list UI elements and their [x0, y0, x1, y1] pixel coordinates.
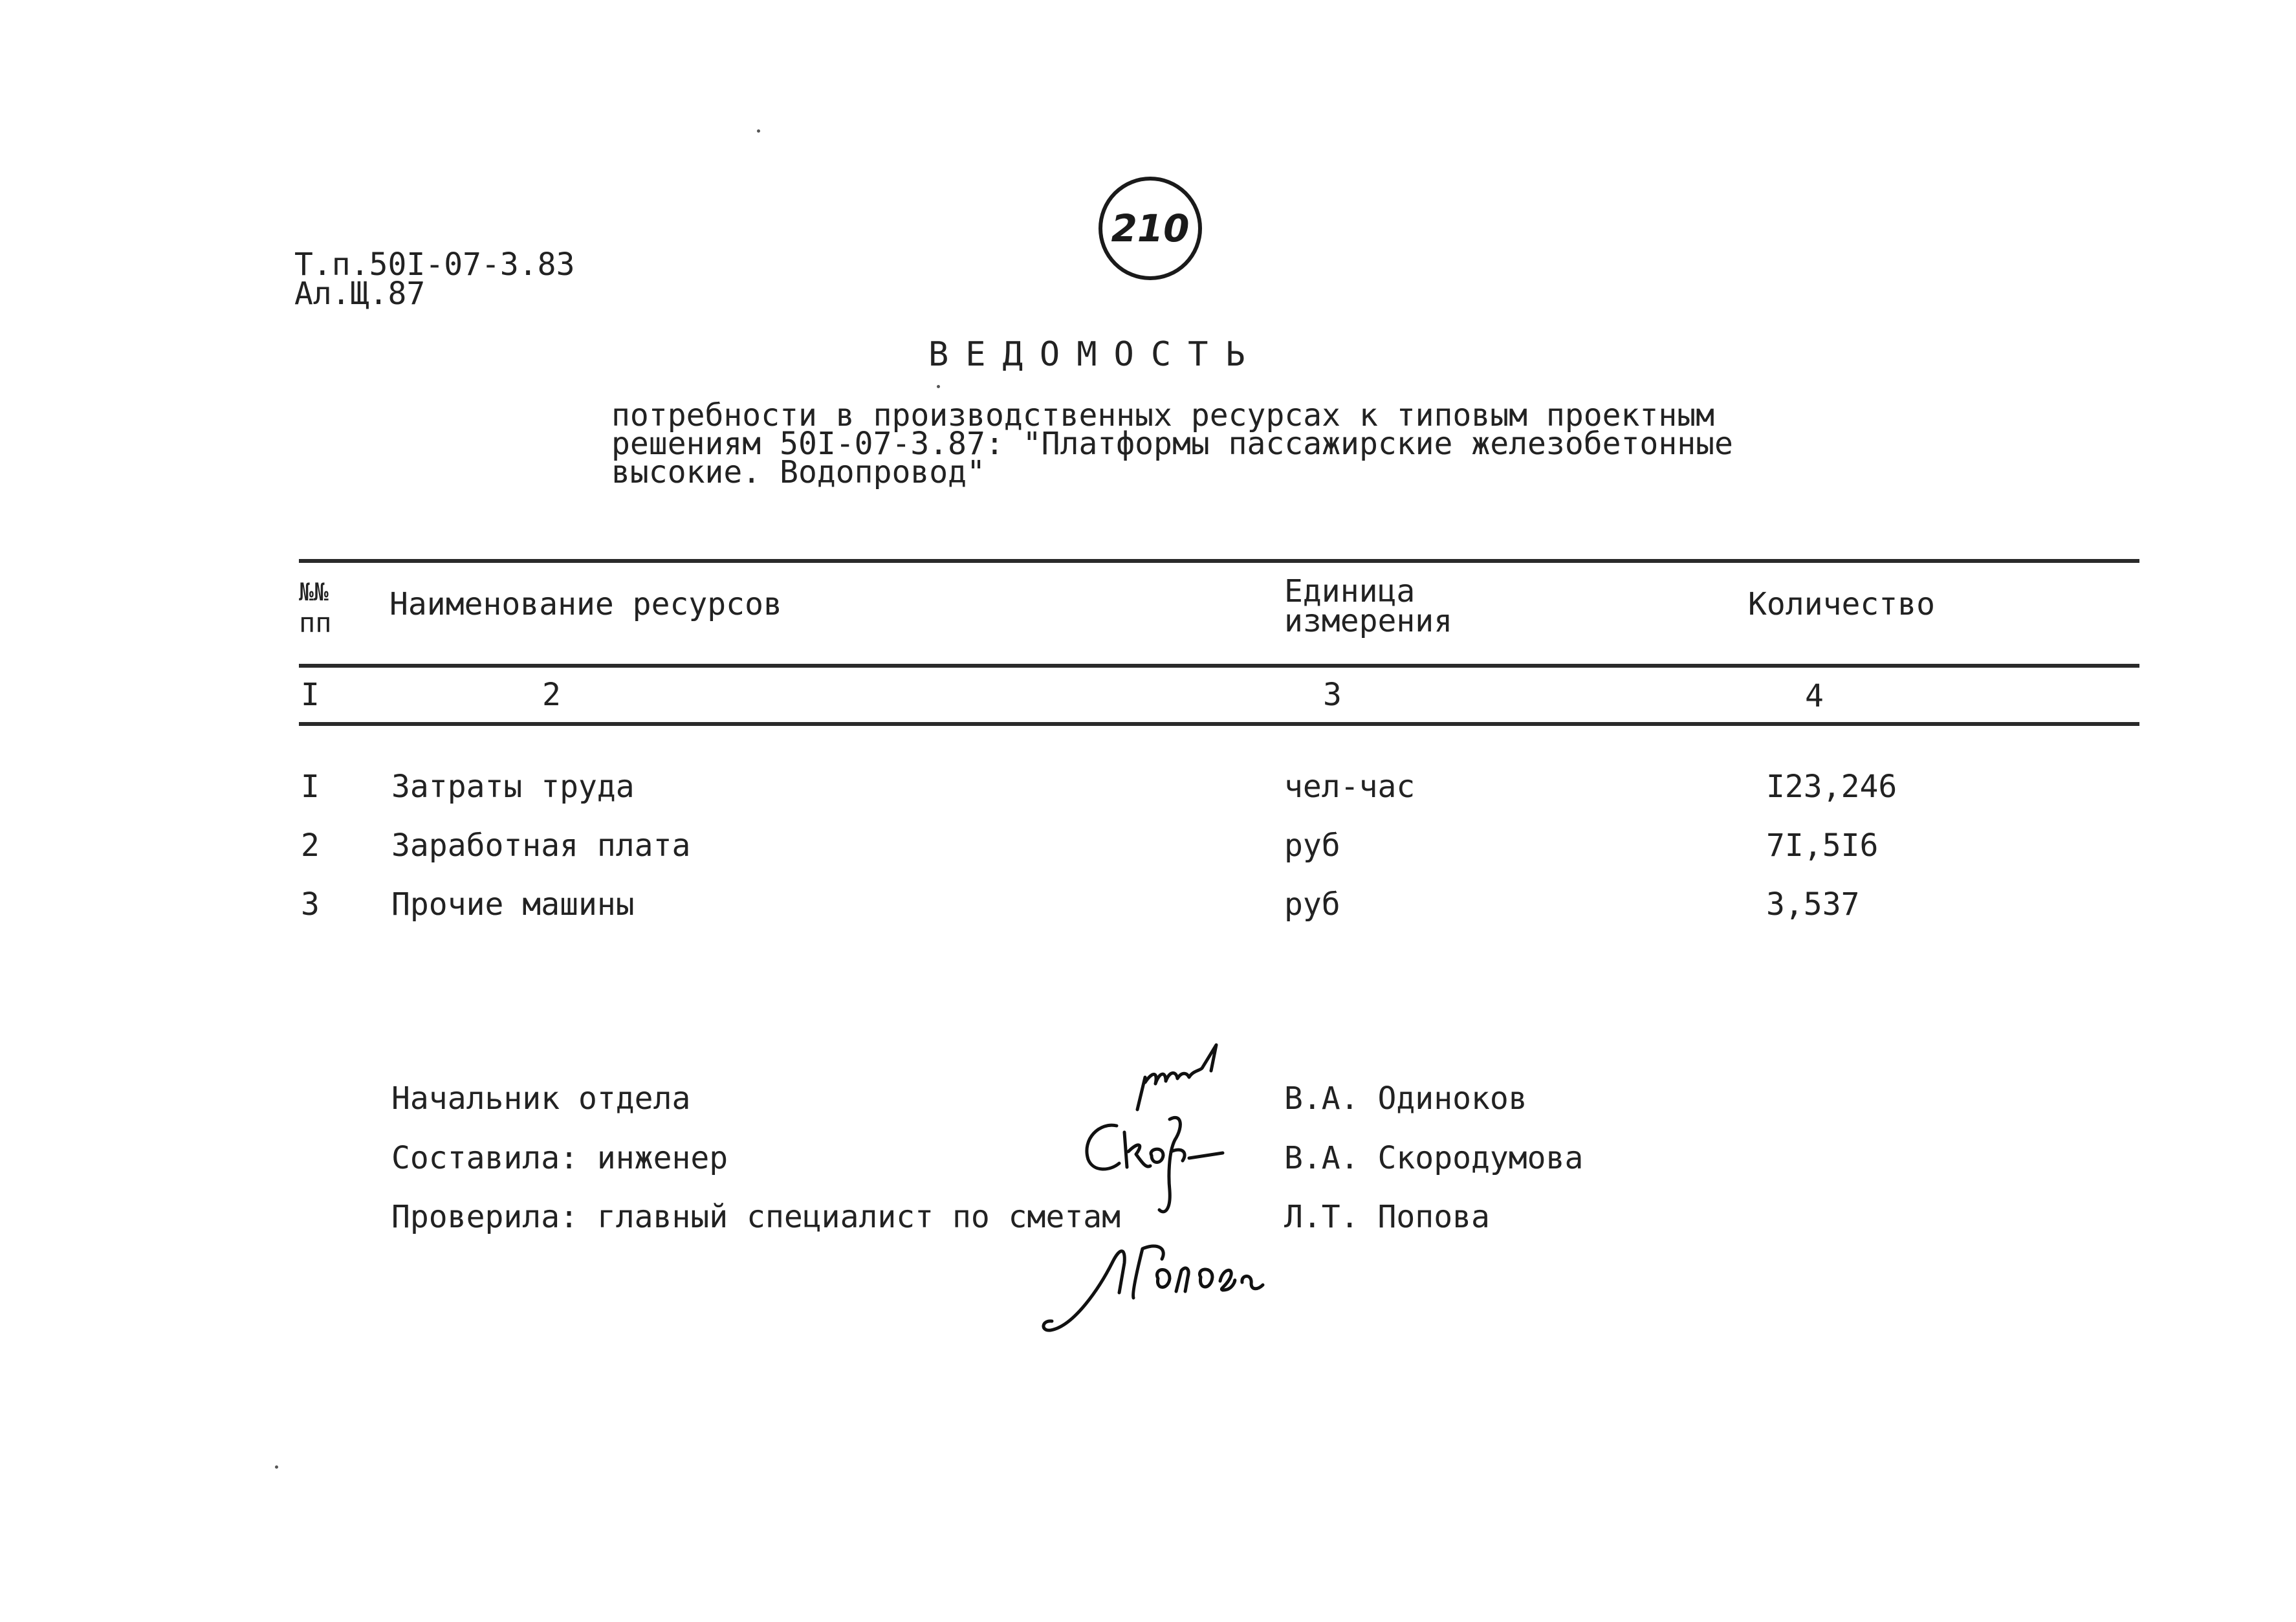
signature-role: Проверила: главный специалист по сметам: [391, 1199, 1121, 1235]
colnum-4: 4: [1805, 678, 1824, 714]
row-unit: чел-час: [1284, 769, 1416, 805]
header-num-line1: №№: [299, 578, 329, 606]
row-name: Заработная плата: [391, 827, 691, 864]
header-num-line2: пп: [299, 607, 332, 639]
doc-reference-line2: Ал.Щ.87: [294, 276, 426, 312]
header-unit-line2: измерения: [1284, 603, 1453, 639]
colnum-3: 3: [1323, 677, 1342, 713]
signature-role: Начальник отдела: [391, 1080, 691, 1117]
signature-person: В.А. Скородумова: [1284, 1140, 1584, 1176]
subtitle-line1: потребности в производственных ресурсах к типовым проектным: [611, 397, 1715, 433]
doc-reference-line1: Т.п.50I-07-3.83: [294, 247, 575, 283]
scan-speck: [275, 1465, 278, 1469]
handwritten-signature-2: [1074, 1113, 1242, 1223]
signature-person: В.А. Одиноков: [1284, 1080, 1527, 1117]
scan-speck: [937, 385, 940, 388]
row-unit: руб: [1284, 827, 1340, 864]
row-unit: руб: [1284, 886, 1340, 923]
handwritten-signature-1: [1119, 1032, 1249, 1123]
colnum-1: I: [301, 677, 320, 713]
colnum-2: 2: [542, 677, 561, 713]
document-title: ВЕДОМОСТЬ: [928, 335, 1262, 374]
row-qty: 3,537: [1766, 886, 1860, 923]
row-num: 2: [301, 827, 320, 864]
row-qty: 7I,5I6: [1766, 827, 1879, 864]
row-qty: I23,246: [1766, 769, 1897, 805]
handwritten-signature-3: [1029, 1223, 1274, 1339]
table-colnum-rule: [299, 722, 2139, 726]
subtitle-line2: решениям 50I-07-3.87: "Платформы пассажирские железобетонные: [611, 426, 1733, 462]
row-num: I: [301, 769, 320, 805]
table-header-rule: [299, 664, 2139, 668]
signature-role: Составила: инженер: [391, 1140, 728, 1176]
page-number-stamp: [1099, 177, 1202, 280]
row-name: Затраты труда: [391, 769, 635, 805]
table-top-rule: [299, 559, 2139, 563]
row-name: Прочие машины: [391, 886, 635, 923]
subtitle-line3: высокие. Водопровод": [611, 454, 985, 490]
row-num: 3: [301, 886, 320, 923]
header-name: Наименование ресурсов: [389, 586, 782, 622]
scan-speck: [757, 129, 760, 133]
signature-person: Л.Т. Попова: [1284, 1199, 1490, 1235]
header-qty: Количество: [1748, 586, 1935, 622]
page-number: 210: [1111, 206, 1190, 250]
header-unit-line1: Единица: [1284, 573, 1416, 609]
